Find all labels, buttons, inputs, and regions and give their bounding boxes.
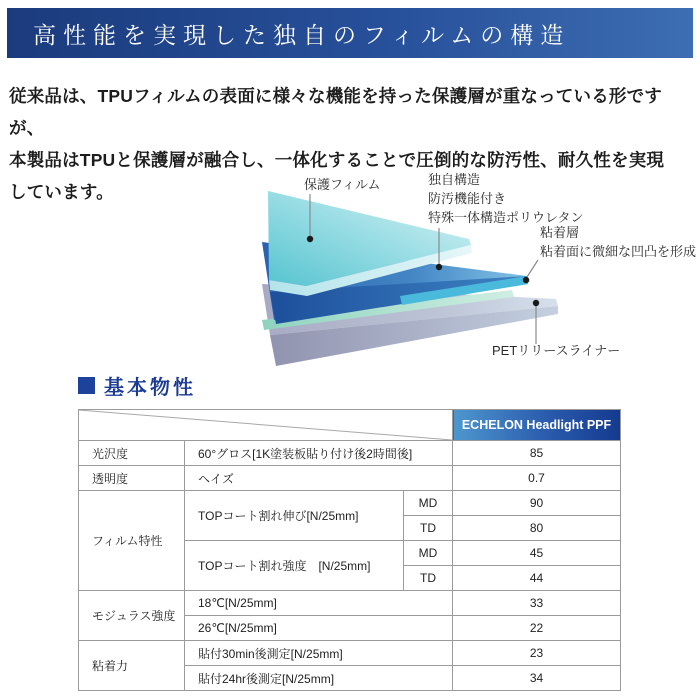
pointer-dot-unique-structure xyxy=(436,264,442,270)
category-cell: 粘着力 xyxy=(79,641,185,691)
test-cell: 貼付24hr後測定[N/25mm] xyxy=(185,666,453,691)
basic-properties-table-wrap xyxy=(78,409,621,691)
category-cell: 透明度 xyxy=(79,466,185,491)
category-cell: 光沢度 xyxy=(79,441,185,466)
label-unique-structure-1: 独自構造 xyxy=(428,172,481,187)
value-cell: 34 xyxy=(453,666,621,691)
basic-properties-table xyxy=(78,409,621,691)
table-row xyxy=(79,466,621,491)
table-row xyxy=(79,641,621,666)
value-cell: 33 xyxy=(453,591,621,616)
film-structure-diagram xyxy=(240,172,700,377)
direction-cell: TD xyxy=(404,516,453,541)
intro-text-line-3: しています。 xyxy=(9,182,114,202)
heading-square-bullet xyxy=(78,377,95,394)
category-cell: モジュラス強度 xyxy=(79,591,185,641)
label-unique-structure-3: 特殊一体構造ポリウレタン xyxy=(428,210,584,225)
table-header-row xyxy=(79,410,621,441)
label-protective-film: 保護フィルム xyxy=(304,177,381,192)
label-unique-structure-2: 防汚機能付き xyxy=(428,191,507,206)
direction-cell: TD xyxy=(404,566,453,591)
test-cell: 26℃[N/25mm] xyxy=(185,616,453,641)
pointer-dot-adhesive xyxy=(523,277,529,283)
test-cell: ヘイズ xyxy=(185,466,453,491)
pointer-dot-release-liner xyxy=(533,300,539,306)
diagonal-line xyxy=(79,410,452,440)
table-row xyxy=(79,591,621,616)
category-cell: フィルム特性 xyxy=(79,491,185,591)
label-adhesive-1: 粘着層 xyxy=(540,225,580,240)
direction-cell: MD xyxy=(404,541,453,566)
value-cell: 45 xyxy=(453,541,621,566)
value-cell: 44 xyxy=(453,566,621,591)
table-row xyxy=(79,491,621,516)
section-heading-text: 基本物性 xyxy=(104,377,196,399)
intro-text-line-1: 従来品は、TPUフィルムの表面に様々な機能を持った保護層が重なっている形ですが、 xyxy=(9,86,662,138)
label-release-liner: PETリリースライナー xyxy=(492,343,621,358)
value-cell: 90 xyxy=(453,491,621,516)
pointer-line-adhesive xyxy=(527,260,538,277)
value-cell: 23 xyxy=(453,641,621,666)
pointer-dot-protective-film xyxy=(307,236,313,242)
value-cell: 22 xyxy=(453,616,621,641)
test-cell: 貼付30min後測定[N/25mm] xyxy=(185,641,453,666)
test-cell: 18℃[N/25mm] xyxy=(185,591,453,616)
test-cell: TOPコート割れ強度 [N/25mm] xyxy=(185,541,404,591)
section-header-banner xyxy=(7,8,693,58)
intro-text-line-2: 本製品はTPUと保護層が融合し、一体化することで圧倒的な防汚性、耐久性を実現 xyxy=(9,150,665,170)
test-cell: TOPコート割れ伸び[N/25mm] xyxy=(185,491,404,541)
product-column-header: ECHELON Headlight PPF xyxy=(453,410,621,441)
section-header-title: 高性能を実現した独自のフィルムの構造 xyxy=(33,22,571,48)
value-cell: 0.7 xyxy=(453,466,621,491)
table-row xyxy=(79,441,621,466)
test-cell: 60°グロス[1K塗装板貼り付け後2時間後] xyxy=(185,441,453,466)
header-diagonal-cell xyxy=(79,410,453,441)
value-cell: 85 xyxy=(453,441,621,466)
value-cell: 80 xyxy=(453,516,621,541)
direction-cell: MD xyxy=(404,491,453,516)
section-heading-basic-properties xyxy=(78,371,196,400)
label-adhesive-2: 粘着面に微細な凹凸を形成 xyxy=(540,244,697,259)
